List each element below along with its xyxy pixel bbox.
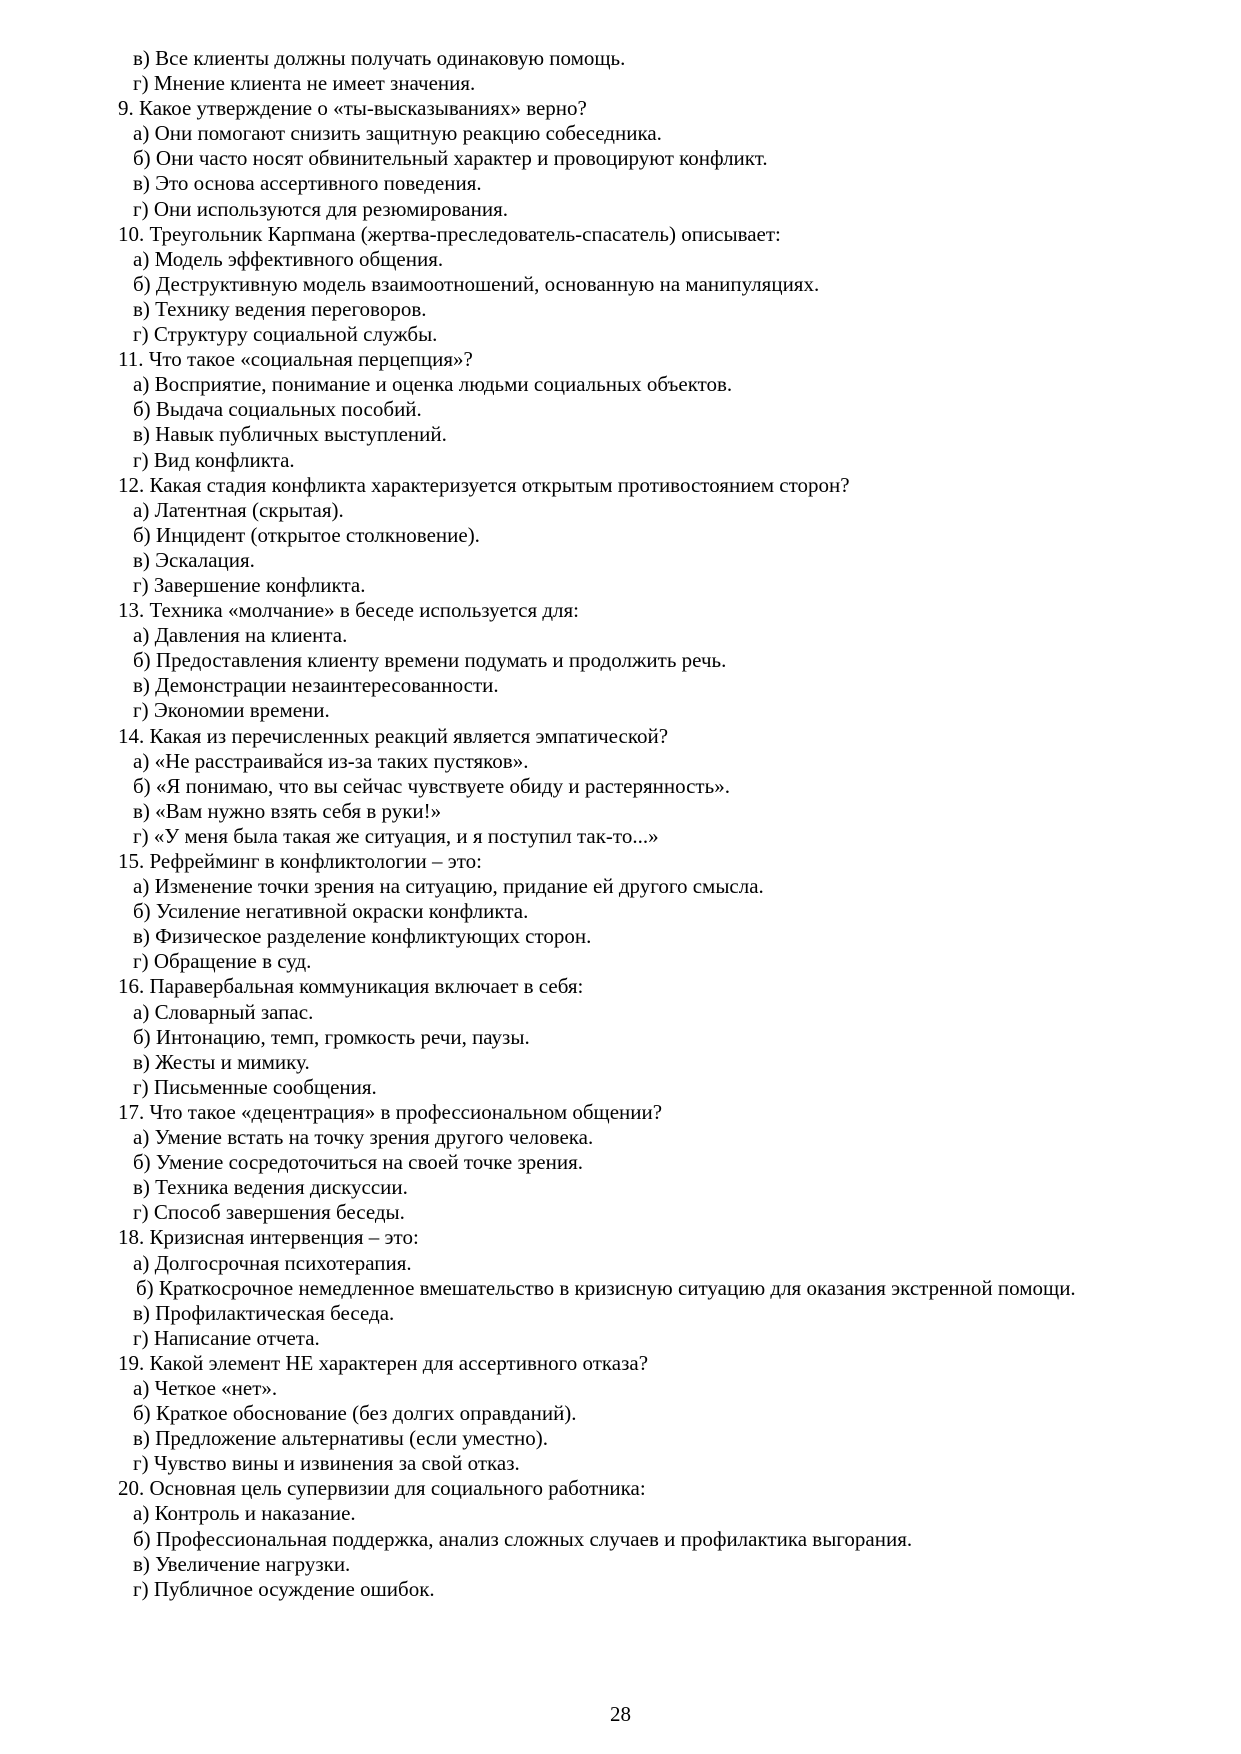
answer-option: а) Латентная (скрытая). — [133, 497, 344, 522]
answer-option: в) Предложение альтернативы (если уместно). — [133, 1426, 549, 1451]
answer-option: б) Краткосрочное немедленное вмешательство в кризисную ситуацию для оказания экстренной помощи. — [136, 1275, 1076, 1300]
answer-option: в) Жесты и мимику. — [133, 1049, 310, 1074]
answer-option: в) Технику ведения переговоров. — [133, 296, 427, 321]
answer-option: а) «Не расстраивайся из-за таких пустяков». — [133, 748, 529, 773]
answer-option: в) Эскалация. — [133, 547, 255, 572]
question-text: 11. Что такое «социальная перцепция»? — [118, 347, 473, 372]
answer-option: г) Публичное осуждение ошибок. — [133, 1576, 435, 1601]
answer-option: а) Восприятие, понимание и оценка людьми социальных объектов. — [133, 372, 733, 397]
answer-option: г) «У меня была такая же ситуация, и я поступил так-то...» — [133, 823, 659, 848]
answer-option: г) Мнение клиента не имеет значения. — [133, 71, 476, 96]
answer-option: б) «Я понимаю, что вы сейчас чувствуете обиду и растерянность». — [133, 773, 730, 798]
test-questions-body — [118, 46, 1188, 1602]
answer-option: б) Усиление негативной окраски конфликта. — [133, 899, 529, 924]
answer-option: а) Умение встать на точку зрения другого человека. — [133, 1125, 594, 1150]
question-text: 18. Кризисная интервенция – это: — [118, 1225, 419, 1250]
answer-option: б) Деструктивную модель взаимоотношений, основанную на манипуляциях. — [133, 271, 820, 296]
answer-option: в) Это основа ассертивного поведения. — [133, 171, 482, 196]
answer-option: в) Демонстрации незаинтересованности. — [133, 673, 499, 698]
question-text: 17. Что такое «децентрация» в профессиональном общении? — [118, 1099, 663, 1124]
answer-option: а) Долгосрочная психотерапия. — [133, 1250, 412, 1275]
question-text: 12. Какая стадия конфликта характеризуется открытым противостоянием сторон? — [118, 472, 850, 497]
answer-option: б) Интонацию, темп, громкость речи, паузы. — [133, 1024, 530, 1049]
answer-option: б) Профессиональная поддержка, анализ сложных случаев и профилактика выгорания. — [133, 1526, 913, 1551]
question-text: 19. Какой элемент НЕ характерен для ассертивного отказа? — [118, 1350, 649, 1375]
answer-option: б) Выдача социальных пособий. — [133, 397, 422, 422]
answer-option: а) Контроль и наказание. — [133, 1501, 356, 1526]
answer-option: б) Предоставления клиенту времени подумать и продолжить речь. — [133, 648, 727, 673]
question-text: 9. Какое утверждение о «ты-высказываниях» верно? — [118, 96, 587, 121]
question-text: 10. Треугольник Карпмана (жертва-преследователь-спасатель) описывает: — [118, 221, 781, 246]
answer-option: а) Четкое «нет». — [133, 1375, 278, 1400]
answer-option: б) Краткое обоснование (без долгих оправданий). — [133, 1401, 577, 1426]
answer-option: а) Давления на клиента. — [133, 623, 348, 648]
answer-option: г) Обращение в суд. — [133, 949, 312, 974]
answer-option: б) Умение сосредоточиться на своей точке зрения. — [133, 1150, 584, 1175]
answer-option: в) Физическое разделение конфликтующих сторон. — [133, 924, 592, 949]
question-text: 20. Основная цель супервизии для социального работника: — [118, 1476, 646, 1501]
answer-option: б) Инцидент (открытое столкновение). — [133, 522, 480, 547]
page-number: 28 — [610, 1702, 631, 1726]
answer-option: а) Они помогают снизить защитную реакцию собеседника. — [133, 121, 662, 146]
answer-option: г) Структуру социальной службы. — [133, 322, 438, 347]
answer-option: а) Модель эффективного общения. — [133, 246, 444, 271]
answer-option: в) Профилактическая беседа. — [133, 1300, 395, 1325]
answer-option: а) Словарный запас. — [133, 999, 314, 1024]
answer-option: б) Они часто носят обвинительный характер и провоцируют конфликт. — [133, 146, 768, 171]
question-text: 16. Паравербальная коммуникация включает в себя: — [118, 974, 584, 999]
question-text: 15. Рефрейминг в конфликтологии – это: — [118, 849, 482, 873]
answer-option: в) Увеличение нагрузки. — [133, 1551, 351, 1576]
answer-option: в) Навык публичных выступлений. — [133, 422, 447, 447]
answer-option: г) Чувство вины и извинения за свой отказ. — [133, 1451, 520, 1476]
answer-option: а) Изменение точки зрения на ситуацию, придание ей другого смысла. — [133, 874, 764, 899]
question-text: 13. Техника «молчание» в беседе используется для: — [118, 598, 580, 623]
answer-option: г) Экономии времени. — [133, 698, 330, 723]
answer-option: г) Способ завершения беседы. — [133, 1200, 405, 1225]
answer-option: г) Написание отчета. — [133, 1325, 320, 1350]
answer-option: в) Техника ведения дискуссии. — [133, 1175, 408, 1200]
answer-option: г) Вид конфликта. — [133, 447, 295, 472]
question-text: 14. Какая из перечисленных реакций является эмпатической? — [118, 723, 669, 748]
answer-option: г) Завершение конфликта. — [133, 572, 366, 597]
answer-option: г) Они используются для резюмирования. — [133, 196, 508, 221]
answer-option: в) Все клиенты должны получать одинаковую помощь. — [133, 46, 626, 70]
answer-option: г) Письменные сообщения. — [133, 1074, 377, 1099]
answer-option: в) «Вам нужно взять себя в руки!» — [133, 798, 442, 823]
